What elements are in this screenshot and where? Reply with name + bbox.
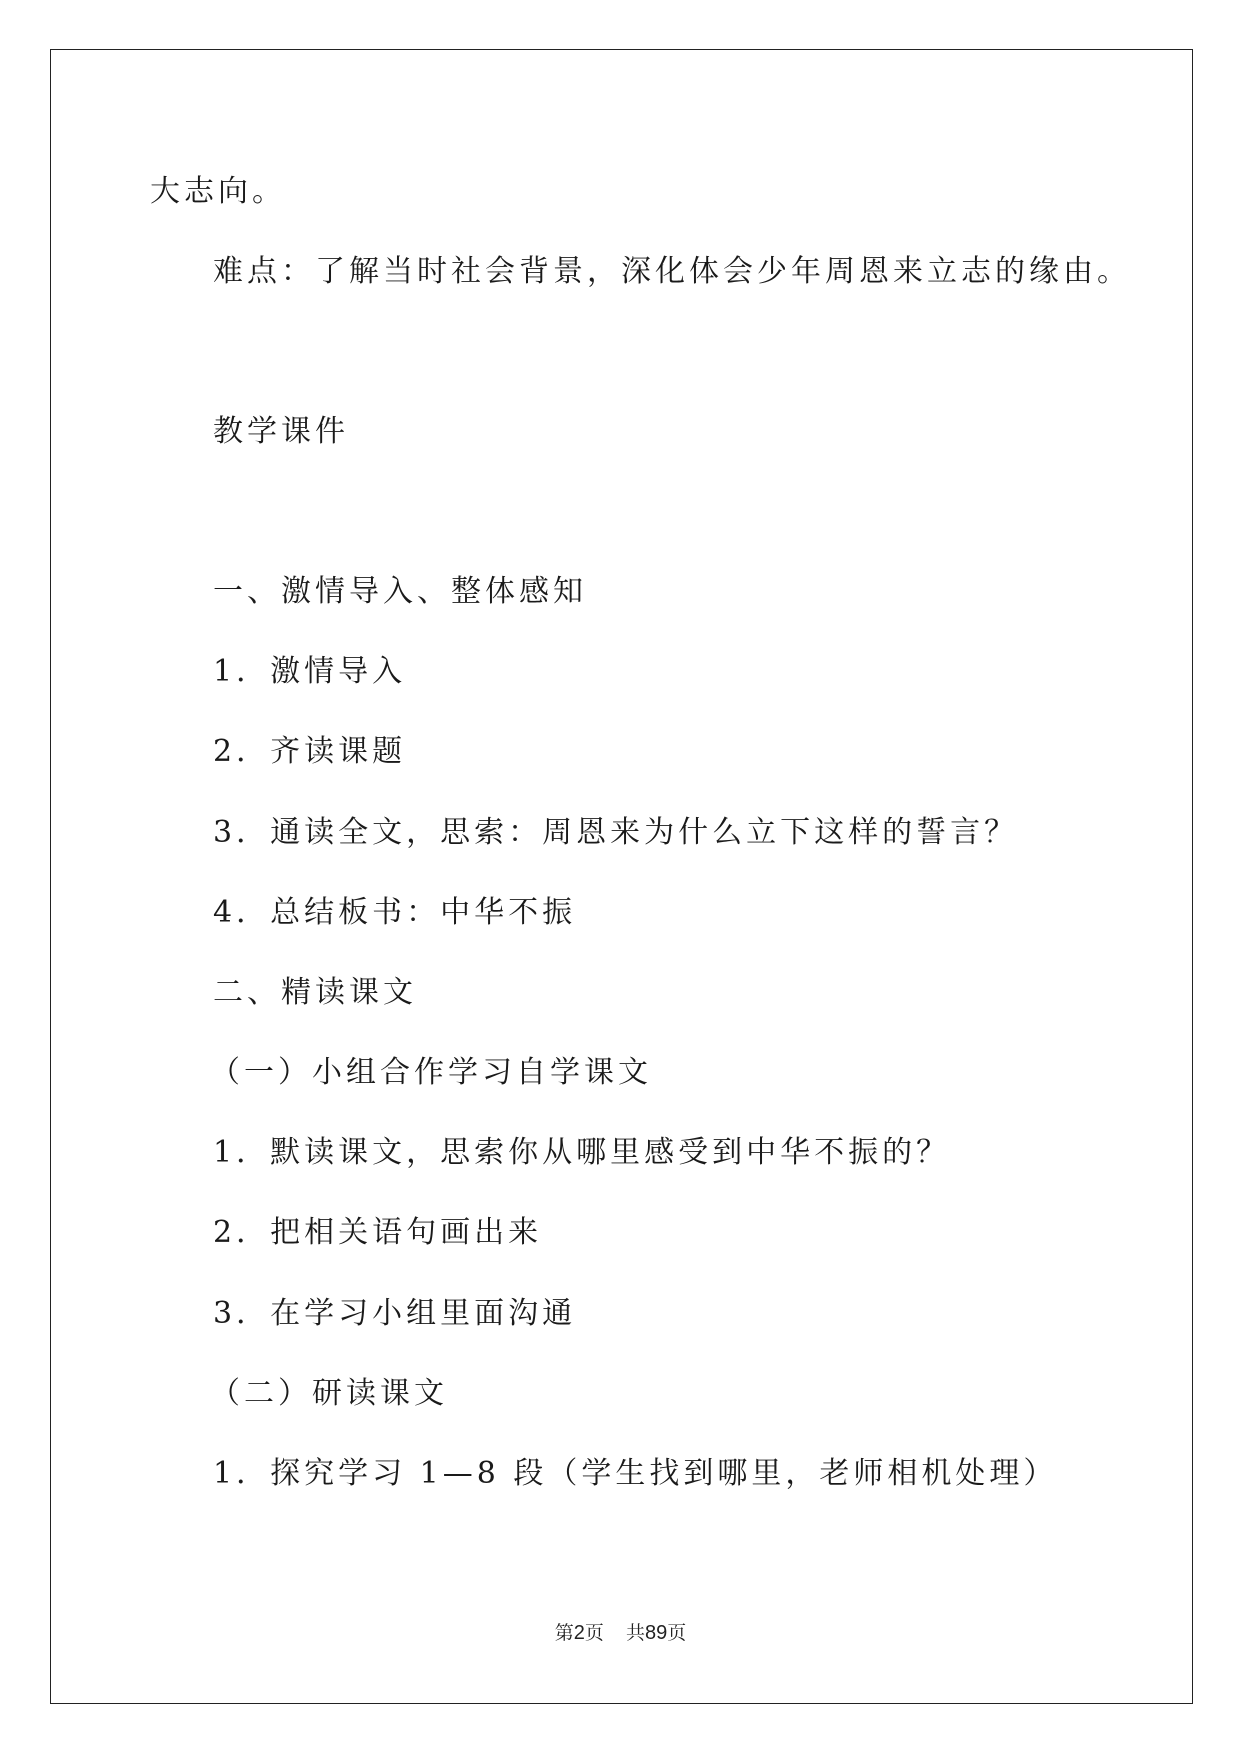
total-page-count: 89 xyxy=(644,1622,668,1644)
list-item: 1．激情导入 xyxy=(213,654,407,689)
body-line-difficulty: 难点：了解当时社会背景，深化体会少年周恩来立志的缘由。 xyxy=(213,254,1131,289)
section-heading-courseware: 教学课件 xyxy=(213,414,349,449)
list-item: 1．默读课文，思索你从哪里感受到中华不振的？ xyxy=(213,1135,951,1170)
list-item: 2．齐读课题 xyxy=(213,734,407,769)
section-heading-2: 二、精读课文 xyxy=(213,975,417,1010)
subsection-heading-2: （二）研读课文 xyxy=(210,1376,448,1411)
footer-total-prefix: 共 xyxy=(625,1622,645,1644)
subsection-heading-1: （一）小组合作学习自学课文 xyxy=(210,1055,652,1090)
current-page-number: 2 xyxy=(573,1622,585,1644)
section-heading-1: 一、激情导入、整体感知 xyxy=(213,574,587,609)
footer-prefix: 第 xyxy=(554,1622,574,1644)
list-item: 3．在学习小组里面沟通 xyxy=(213,1296,577,1331)
footer-page-word: 页 xyxy=(584,1622,604,1644)
footer-total-suffix: 页 xyxy=(667,1622,687,1644)
list-item: 3．通读全文，思索：周恩来为什么立下这样的誓言？ xyxy=(213,815,1019,850)
list-item: 4．总结板书：中华不振 xyxy=(213,895,577,930)
page-footer xyxy=(0,1620,1241,1646)
list-item: 1．探究学习 1—8 段（学生找到哪里，老师相机处理） xyxy=(213,1456,1058,1491)
body-line-continuation: 大志向。 xyxy=(150,174,286,209)
list-item: 2．把相关语句画出来 xyxy=(213,1215,543,1250)
